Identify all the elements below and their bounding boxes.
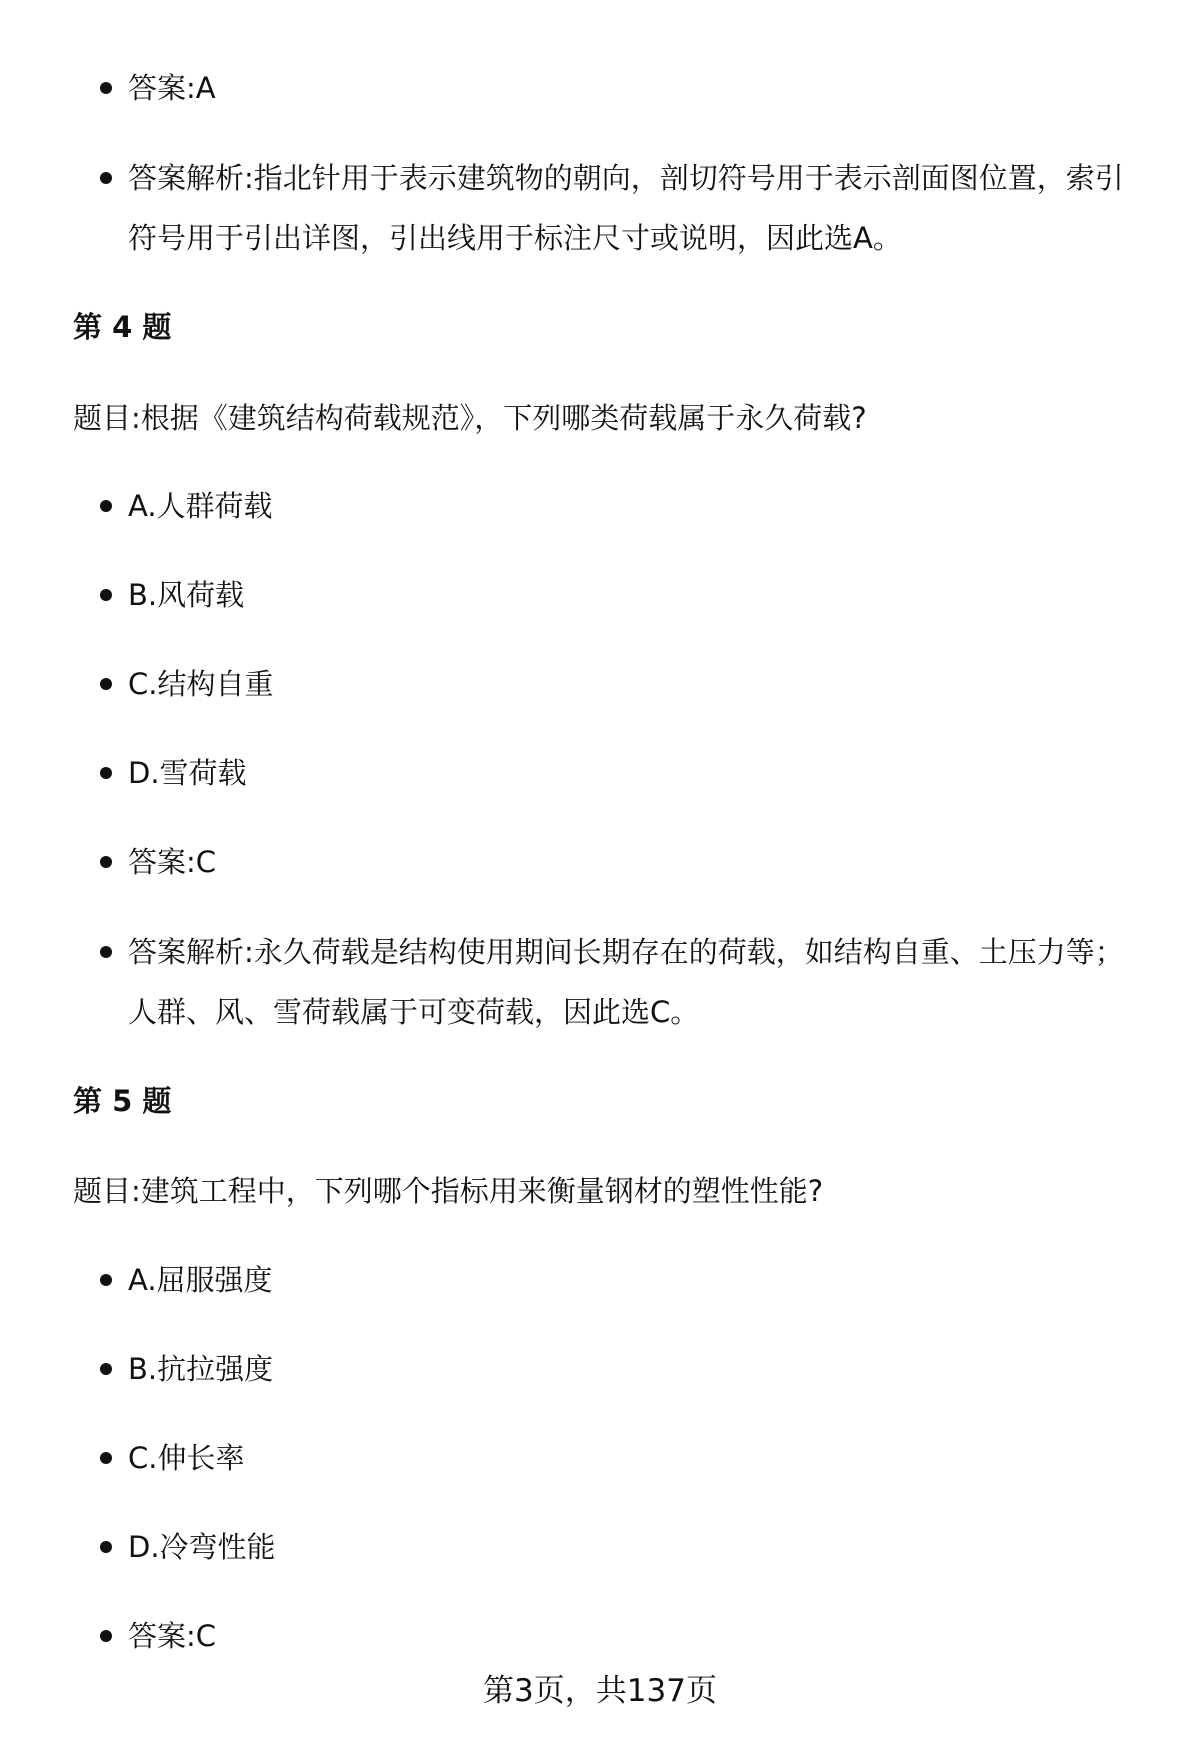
q5-answer: 答案:C xyxy=(128,1606,1148,1666)
q4-answer: 答案:C xyxy=(128,832,1148,892)
q4-option-b: B.风荷载 xyxy=(128,565,1148,625)
q4-option-a: A.人群荷载 xyxy=(128,476,1148,536)
q4-option-d: D.雪荷载 xyxy=(128,743,1148,803)
q5-option-a: A.屈服强度 xyxy=(128,1250,1148,1310)
q4-option-c: C.结构自重 xyxy=(128,654,1148,714)
q5-question: 题目:建筑工程中，下列哪个指标用来衡量钢材的塑性性能? xyxy=(73,1174,824,1208)
q5-option-b: B.抗拉强度 xyxy=(128,1339,1148,1399)
q3-answer: 答案:A xyxy=(128,58,1148,118)
page-footer: 第3页，共137页 xyxy=(483,1673,717,1709)
q5-heading: 第 5 题 xyxy=(73,1084,172,1118)
q3-explanation: 答案解析:指北针用于表示建筑物的朝向，剖切符号用于表示剖面图位置，索引符号用于引出详图，引出线用于标注尺寸或说明，因此选A。 xyxy=(128,148,1148,268)
q5-option-c: C.伸长率 xyxy=(128,1428,1148,1488)
q4-heading: 第 4 题 xyxy=(73,310,172,344)
q5-option-d: D.冷弯性能 xyxy=(128,1517,1148,1577)
q4-question: 题目:根据《建筑结构荷载规范》，下列哪类荷载属于永久荷载? xyxy=(73,401,867,435)
q4-explanation: 答案解析:永久荷载是结构使用期间长期存在的荷载，如结构自重、土压力等；人群、风、雪荷载属于可变荷载，因此选C。 xyxy=(128,922,1148,1042)
